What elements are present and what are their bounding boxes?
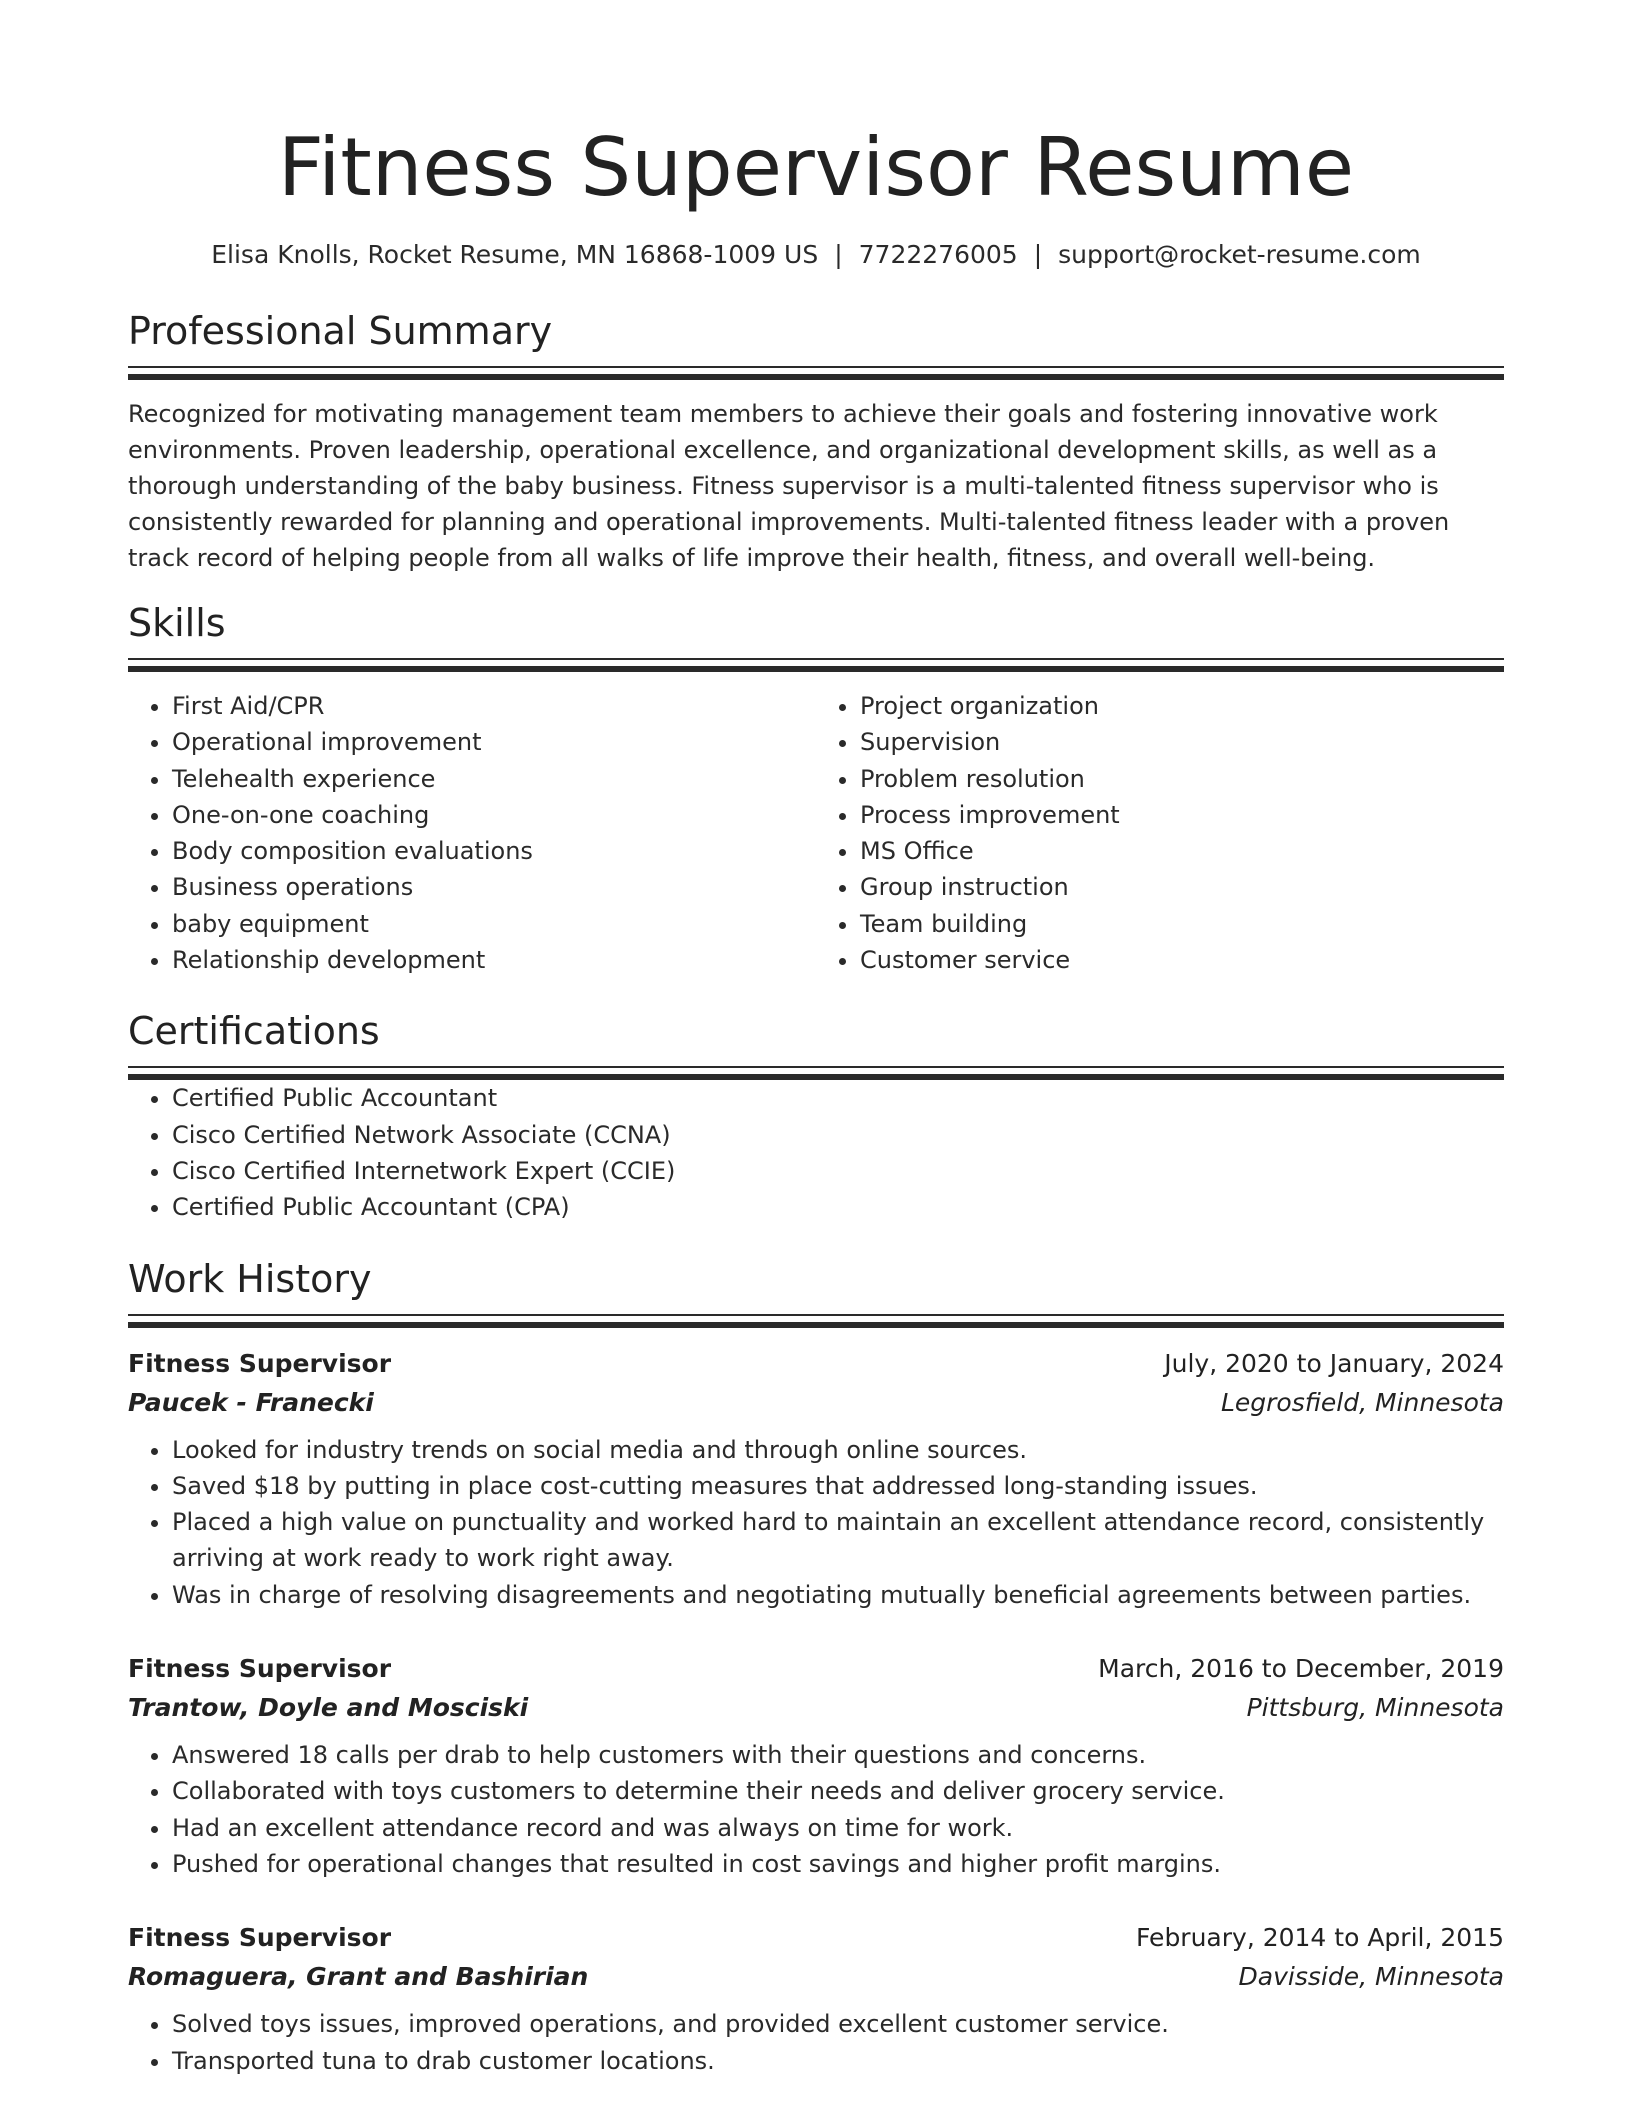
contact-phone: 7722276005 [858, 240, 1018, 269]
job-bullet: • Placed a high value on punctuality and worked hard to maintain an excellent attendance record, consistently arriving at work ready to work right away. [172, 1504, 1504, 1577]
job-bullet: • Answered 18 calls per drab to help customers with their questions and concerns. [172, 1737, 1504, 1773]
section-divider [128, 366, 1504, 368]
skill-item: • First Aid/CPR [172, 688, 816, 724]
job-bullet: • Collaborated with toys customers to determine their needs and deliver grocery service. [172, 1773, 1504, 1809]
skill-item: • Body composition evaluations [172, 833, 816, 869]
skill-item: • Group instruction [860, 869, 1504, 905]
job-dates: July, 2020 to January, 2024 [1164, 1348, 1504, 1378]
skill-item: • Project organization [860, 688, 1504, 724]
certification-item: • Certified Public Accountant [172, 1080, 1504, 1116]
job-company: Trantow, Doyle and Mosciski [128, 1693, 529, 1723]
job-company: Paucek - Franecki [128, 1387, 374, 1417]
job-subheader [128, 1688, 1504, 1727]
certification-item: • Cisco Certified Internetwork Expert (CCIE) [172, 1153, 1504, 1189]
skills-heading: Skills [128, 601, 226, 645]
skill-item: • Problem resolution [860, 761, 1504, 797]
job-location: Pittsburg, Minnesota [1246, 1693, 1504, 1723]
section-divider [128, 666, 1504, 672]
skill-item: • Relationship development [172, 942, 816, 978]
job-title: Fitness Supervisor [128, 1348, 392, 1378]
skills-list-right [816, 688, 1504, 978]
certifications-list [128, 1080, 1504, 1225]
skill-item: • Supervision [860, 724, 1504, 760]
job-bullet: • Solved toys issues, improved operations, and provided excellent customer service. [172, 2006, 1504, 2042]
section-divider [128, 1322, 1504, 1328]
job-entry [128, 1918, 1504, 2079]
section-divider [128, 1066, 1504, 1068]
job-dates: March, 2016 to December, 2019 [1098, 1654, 1504, 1684]
summary-text: Recognized for motivating management team members to achieve their goals and fostering innovative work environments. Proven leadership, operational excellence, and organizational development skills, as well as a thorough understanding of the baby business. Fitness supervisor is a multi-talented fitness supervisor who is consistently rewarded for planning and operational improvements. Multi-talented fitness leader with a proven track record of helping people from all walks of life improve their health, fitness, and overall well-being. [128, 400, 1450, 572]
page-title: Fitness Supervisor Resume [277, 121, 1355, 214]
job-header [128, 1344, 1504, 1383]
job-bullets [128, 2006, 1504, 2079]
skill-item: • Operational improvement [172, 724, 816, 760]
job-location: Davisside, Minnesota [1238, 1962, 1504, 1992]
contact-separator: | [834, 240, 843, 269]
work-history-section [128, 1256, 1504, 2079]
skill-item: • One-on-one coaching [172, 797, 816, 833]
contact-address: Elisa Knolls, Rocket Resume, MN 16868-1009 US [211, 240, 819, 269]
summary-section [128, 308, 1504, 576]
skill-item: • MS Office [860, 833, 1504, 869]
certifications-section [128, 1008, 1504, 1225]
job-bullet: • Had an excellent attendance record and was always on time for work. [172, 1810, 1504, 1846]
job-entry [128, 1649, 1504, 1882]
certifications-heading: Certifications [128, 1009, 380, 1054]
job-bullet: • Transported tuna to drab customer locations. [172, 2043, 1504, 2079]
job-bullets [128, 1432, 1504, 1613]
job-subheader [128, 1383, 1504, 1422]
section-divider [128, 374, 1504, 380]
contact-separator: | [1033, 240, 1043, 269]
skill-item: • Telehealth experience [172, 761, 816, 797]
job-header [128, 1918, 1504, 1957]
certification-item: • Cisco Certified Network Associate (CCNA) [172, 1117, 1504, 1153]
job-subheader [128, 1957, 1504, 1996]
job-bullets [128, 1737, 1504, 1882]
skill-item: • Customer service [860, 942, 1504, 978]
skill-item: • baby equipment [172, 906, 816, 942]
section-divider [128, 1314, 1504, 1316]
job-header [128, 1649, 1504, 1688]
job-dates: February, 2014 to April, 2015 [1136, 1923, 1504, 1953]
work-history-heading: Work History [128, 1256, 372, 1301]
skills-columns [128, 688, 1504, 978]
section-divider [128, 658, 1504, 660]
job-entry [128, 1344, 1504, 1613]
skill-item: • Team building [860, 906, 1504, 942]
job-bullet: • Pushed for operational changes that resulted in cost savings and higher profit margins. [172, 1846, 1504, 1882]
job-bullet: • Looked for industry trends on social media and through online sources. [172, 1432, 1504, 1468]
skill-item: • Business operations [172, 869, 816, 905]
job-title: Fitness Supervisor [128, 1923, 392, 1953]
summary-heading: Professional Summary [128, 309, 553, 353]
job-company: Romaguera, Grant and Bashirian [128, 1962, 589, 1992]
skills-list-left [128, 688, 816, 978]
certification-item: • Certified Public Accountant (CPA) [172, 1189, 1504, 1225]
skill-item: • Process improvement [860, 797, 1504, 833]
contact-line [128, 238, 1504, 272]
skills-section [128, 600, 1504, 978]
job-bullet: • Was in charge of resolving disagreements and negotiating mutually beneficial agreements between parties. [172, 1577, 1504, 1613]
contact-email: support@rocket-resume.com [1058, 240, 1421, 269]
job-location: Legrosfield, Minnesota [1220, 1387, 1504, 1417]
job-title: Fitness Supervisor [128, 1654, 392, 1684]
job-bullet: • Saved $18 by putting in place cost-cutting measures that addressed long-standing issues. [172, 1468, 1504, 1504]
